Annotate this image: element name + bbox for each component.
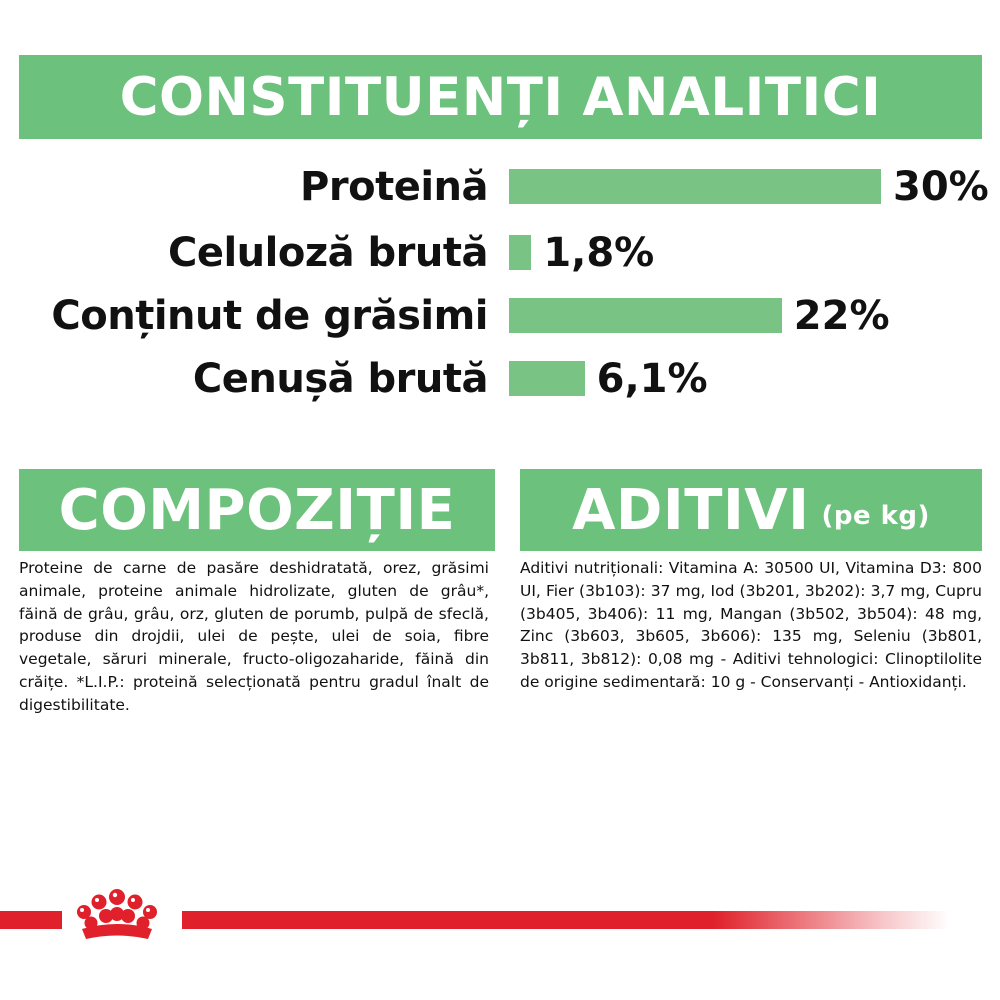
constituent-row-crude-ash: [0, 355, 1000, 403]
analytic-constituents-title: CONSTITUENȚI ANALITICI: [119, 66, 882, 128]
constituent-value: 1,8%: [543, 230, 655, 276]
constituent-value: 22%: [793, 293, 890, 339]
additives-title-suffix: (pe kg): [821, 501, 930, 531]
composition-title: COMPOZIȚIE: [58, 477, 456, 543]
constituent-row-fat-content: [0, 292, 1000, 340]
composition-text: Proteine de carne de pasăre deshidratată, orez, grăsimi animale, proteine animale hidrolizate, gluten de grâu*, făină de grâu, grâu, orz, gluten de porumb, pulpă de sfeclă, produse din drojdii, ulei de pește, ulei de soia, fibre vegetale, săruri minerale, fructo-oligozaharide, făină din crăițe. *L.I.P.: proteină selecționată pentru gradul înalt de digestibilitate.: [19, 559, 489, 714]
crown-icon-graphic: [62, 883, 182, 949]
constituent-row-protein: [0, 163, 1000, 211]
composition-header: [19, 469, 495, 551]
additives-header: [520, 469, 982, 551]
constituent-bar: [509, 298, 782, 333]
constituent-label: Celuloză brută: [167, 230, 488, 276]
additives-title: ADITIVI: [572, 477, 810, 543]
constituent-label: Proteină: [300, 164, 488, 210]
constituent-bar: [509, 169, 881, 204]
constituent-value: 30%: [893, 164, 989, 210]
additives-text: Aditivi nutriționali: Vitamina A: 30500 UI, Vitamina D3: 800 UI, Fier (3b103): 37 mg, Iod (3b201, 3b202): 3,7 mg, Cupru (3b405, 3b406): 11 mg, Mangan (3b502, 3b504): 48 mg, Zinc (3b603, 3b605, 3b606): 135 mg, Seleniu (3b801, 3b811, 3b812): 0,08 mg - Aditivi tehnologici: Clinoptilolite de origine sedimentară: 10 g - Conservanți - Antioxidanți.: [520, 559, 982, 691]
analytic-constituents-header: [19, 55, 982, 139]
constituent-bar: [509, 361, 585, 396]
crown-icon: [62, 883, 182, 949]
constituent-row-crude-fibre: [0, 229, 1000, 277]
constituent-value: 6,1%: [596, 356, 708, 402]
constituent-label: Conținut de grăsimi: [51, 293, 488, 339]
constituent-label: Cenușă brută: [192, 356, 488, 402]
constituent-bar: [509, 235, 531, 270]
